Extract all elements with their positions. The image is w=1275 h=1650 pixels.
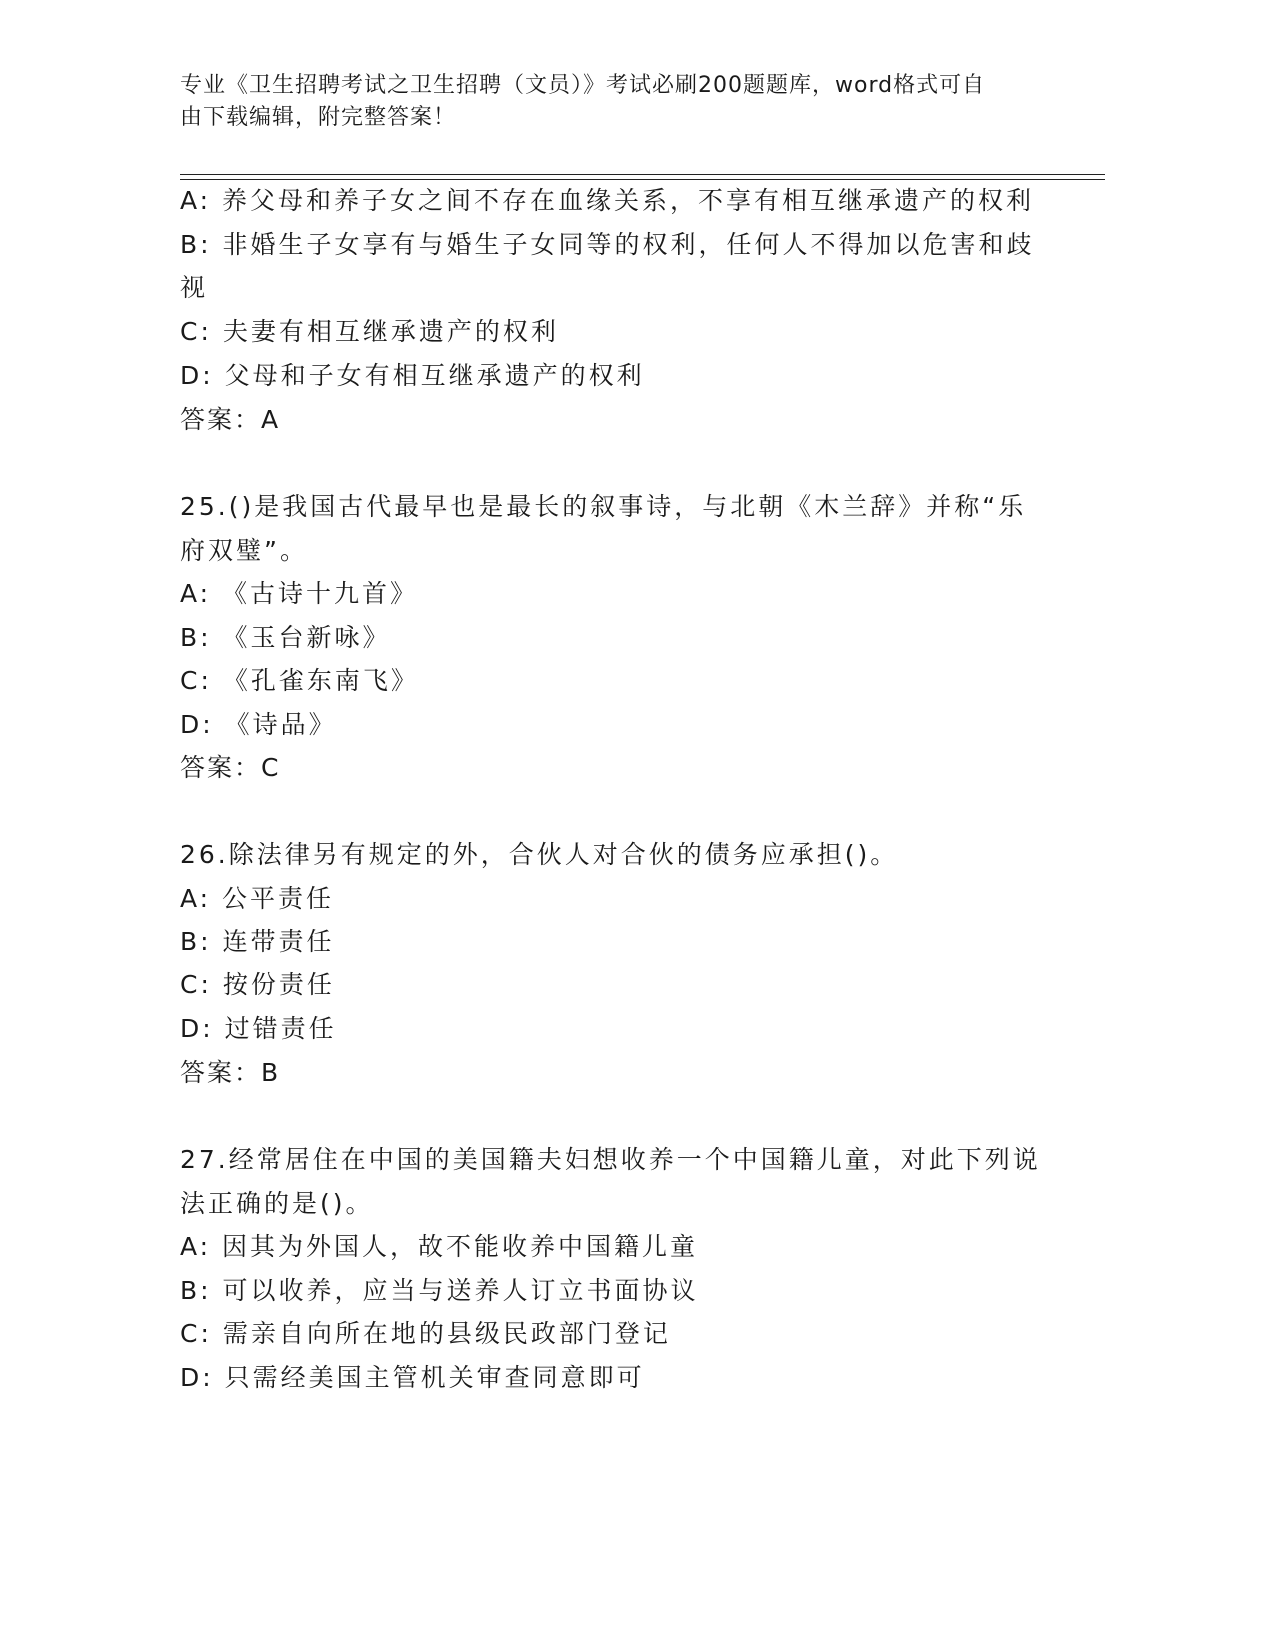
header-divider-bottom: [180, 179, 1105, 180]
header-line-2: 由下载编辑，附完整答案！: [180, 105, 457, 130]
option-a: A: 养父母和养子女之间不存在血缘关系，不享有相互继承遗产的权利: [180, 186, 1035, 215]
option-c: C: 夫妻有相互继承遗产的权利: [180, 317, 559, 346]
question-26-option-a: A: 公平责任: [180, 884, 335, 913]
header-line-1: 专业《卫生招聘考试之卫生招聘（文员）》考试必刷200题题库，word格式可自: [180, 73, 986, 98]
question-26-stem: 26.除法律另有规定的外，合伙人对合伙的债务应承担()。: [180, 840, 899, 869]
question-27-stem-continued: 法正确的是()。: [180, 1189, 374, 1218]
question-25-answer: 答案：C: [180, 753, 281, 782]
option-b-continued: 视: [180, 273, 209, 302]
question-25-stem: 25.()是我国古代最早也是最长的叙事诗，与北朝《木兰辞》并称“乐: [180, 492, 1027, 521]
option-d: D: 父母和子女有相互继承遗产的权利: [180, 361, 645, 390]
question-27-option-d: D: 只需经美国主管机关审查同意即可: [180, 1363, 645, 1392]
question-26-option-d: D: 过错责任: [180, 1014, 337, 1043]
question-27-stem: 27.经常居住在中国的美国籍夫妇想收养一个中国籍儿童，对此下列说: [180, 1145, 1041, 1174]
question-26-option-c: C: 按份责任: [180, 970, 335, 999]
question-26-option-b: B: 连带责任: [180, 927, 335, 956]
question-25-option-b: B: 《玉台新咏》: [180, 623, 391, 652]
question-27-option-c: C: 需亲自向所在地的县级民政部门登记: [180, 1319, 671, 1348]
option-b: B: 非婚生子女享有与婚生子女同等的权利，任何人不得加以危害和歧: [180, 230, 1035, 259]
question-26-answer: 答案：B: [180, 1058, 281, 1087]
question-27-option-a: A: 因其为外国人，故不能收养中国籍儿童: [180, 1232, 699, 1261]
question-27-option-b: B: 可以收养，应当与送养人订立书面协议: [180, 1276, 699, 1305]
question-25-option-a: A: 《古诗十九首》: [180, 579, 419, 608]
question-25-option-c: C: 《孔雀东南飞》: [180, 666, 419, 695]
answer-label: 答案：A: [180, 405, 281, 434]
question-25-option-d: D: 《诗品》: [180, 710, 337, 739]
document-header: [180, 70, 1040, 134]
question-25-stem-continued: 府双璧”。: [180, 536, 308, 565]
header-divider-top: [180, 174, 1105, 175]
